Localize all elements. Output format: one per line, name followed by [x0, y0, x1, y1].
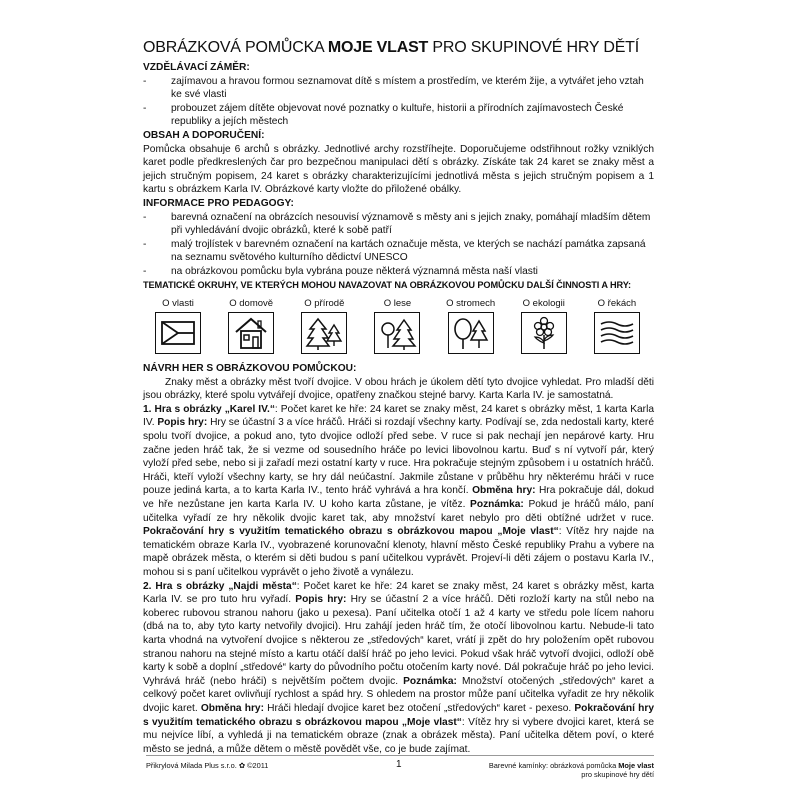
themes-heading: TEMATICKÉ OKRUHY, VE KTERÝCH MOHOU NAVAZOVAT NA OBRÁZKOVOU POMŮCKU DALŠÍ ČINNOSTI A HRY:: [143, 279, 631, 290]
flag-icon: [155, 312, 201, 354]
footer-series-bold: Moje vlast: [618, 761, 654, 770]
game1-text: Hry se účastní 3 a více hráčů. Hráči si rozdají všechny karty. Podívají se, zda nedostali karty, které spolu tvoří dvojice, a pokud ano, tyto dvojice odloží před sebe. V ruce si pak nechají jen nepárové karty. Hru začne jeden hráč tak, že si vezme od sousedního hráče po levici libovolnou kartu. Buď s ní vytvoří pár, který vyloží před sebe, nebo si ji zařadí mezi ostatní karty v ruce. Hra pokračuje stejným způsobem i u ostatních hráčů. Hráči, kteří vyloží všechny karty, se hry dál neúčastní. Jakmile zůstane v průběhu hry některému hráči v ruce pouze jediná karta, a to karta Karla IV., tento hráč vyhrává a hra končí.: [143, 417, 654, 497]
theme-vlast: [147, 298, 209, 354]
house-icon: [228, 312, 274, 354]
info-heading: INFORMACE PRO PEDAGOGY:: [143, 197, 294, 209]
game1-text: Pokud je hráčů málo, paní učitelka vyřadí ze hry několik dvojic karet tak, aby množství karet nebylo pro děti obtížné udržet v ruce.: [143, 499, 655, 524]
aims-item-text: zajímavou a hravou formou seznamovat dítě s místem a prostředím, ve kterém žije, a vytvářet jeho vztah ke své vlasti: [171, 75, 644, 101]
footer-series: [489, 761, 654, 779]
game2-text: : Vítěz hry si vybere dvojici karet, která se mu nejvíce líbí, a vyhledá ji na tematickém obraze (znak a obrázek města). Paní učitelka dětem poví, o které město se jedná, a může dětem o městě povědět vše, co je bude zajímat.: [143, 716, 654, 755]
theme-priroda: [293, 298, 355, 354]
forest-icon: [374, 312, 420, 354]
footer-publisher: [146, 761, 268, 770]
title-bold: MOJE VLAST: [327, 39, 429, 56]
game2-paragraph: [143, 580, 654, 757]
nature-trees-icon: [301, 312, 347, 354]
game2-text: Hráči hledají dvojice karet bez otočení „středových“ karet - pexeso.: [263, 702, 575, 714]
game1-text: : Počet karet ke hře: 24 karet se znaky měst, 24 karet s obrázky měst, 1 karta Karla IV.: [143, 403, 655, 429]
theme-rekach: [586, 298, 648, 354]
game2-text: Hry se účastní 2 a více hráčů. Děti rozloží karty na stůl nebo na koberec rubovou stranou nahoru (jako u pexesa). Paní učitelka otočí 1 až 4 karty ve středu pole lícem nahoru (dbá na to, aby tyto karty netvořily dvojici). Hru zahájí jeden hráč tím, že otočí libovolnou kartu. Nebude-li tato karta vhodná na vytvoření dvojice s některou ze „středových“ karet, vrátí ji zpět do hry položením opět rubovou stranou nahoru na stejné místo a kartu otáčí další hráč po jeho levici. Pokud však hráč vytvoří dvojici, odloží obě karty k sobě a doplní „středové“ karty do původního počtu otočením karty nové. Dál pokračuje hráč po jeho levici. Vyhrává hráč (nebo hráči) s největším počtem dvojic.: [143, 594, 654, 687]
game1-note-label: Poznámka:: [470, 499, 524, 511]
game2-text: : Počet karet ke hře: 24 karet se znaky měst, 24 karet s obrázky měst, karta Karla IV. se pro tuto hru vyřadí.: [143, 580, 654, 606]
footer-year: ©2011: [245, 761, 269, 770]
theme-label: O ekologii: [522, 298, 565, 310]
content-heading: OBSAH A DOPORUČENÍ:: [143, 129, 265, 141]
game1-paragraph: [143, 403, 654, 580]
game2-variant-label: Obměna hry:: [200, 702, 264, 714]
game2-text: Množství otočených „středových“ karet a celkový počet karet ovlivňují rychlost a spád hry. S ohledem na prostor může paní učitelka vyřadit ze hry několik dvojic karet.: [143, 675, 654, 714]
info-item-text: barevná označení na obrázcích nesouvisí významově s městy ani s jejich znaky, pomáhají mladším dětem při vyhledávání dvojic obrázků, které k sobě patří: [171, 211, 651, 237]
game1-continuation-label: Pokračování hry s využitím tematického obrazu s obrázkovou mapou „Moje vlast“: [143, 526, 559, 538]
theme-stromech: [440, 298, 502, 354]
info-item-text: malý trojlístek v barevném označení na kartách označuje města, ve kterých se nachází památka zapsaná na seznamu světového kulturního dědictví UNESCO: [171, 238, 646, 264]
game2-rules-label: Popis hry:: [295, 594, 347, 606]
theme-label: O stromech: [446, 298, 496, 310]
trees-icon: [448, 312, 494, 354]
aims-item-text: probouzet zájem dítěte objevovat nové poznatky o kultuře, historii a přírodních zajímavostech České republiky a jejích městech: [171, 102, 624, 128]
game2-note-label: Poznámka:: [403, 675, 457, 687]
document-page: [143, 38, 654, 756]
theme-label: O vlasti: [162, 298, 194, 310]
info-item: - barevná označení na obrázcích nesouvisí významově s městy ani s jejich znaky, pomáhají mladším dětem při vyhledávání dvojic obrázků, které k sobě patří: [143, 211, 654, 238]
page-number: 1: [396, 759, 402, 770]
theme-domov: [220, 298, 282, 354]
flower-icon: [521, 312, 567, 354]
theme-label: O domově: [229, 298, 274, 310]
footer-series-text: Barevné kamínky: obrázková pomůcka: [488, 761, 619, 770]
info-item-text: na obrázkovou pomůcku byla vybrána pouze některá významná města naší vlasti: [171, 265, 538, 277]
game1-rules-label: Popis hry:: [157, 417, 208, 429]
game2-title: 2. Hra s obrázky „Najdi města“: [143, 580, 297, 592]
river-icon: [594, 312, 640, 354]
games-heading: NÁVRH HER S OBRÁZKOVOU POMŮCKOU:: [143, 363, 357, 375]
footer-series-line2: pro skupinové hry dětí: [581, 770, 654, 779]
theme-les: [366, 298, 428, 354]
game1-text: Hra pokračuje dál, dokud ve hře nezůstane jen karta Karla IV. U koho karta zůstane, je vítěz.: [143, 485, 654, 511]
games-intro: Znaky měst a obrázky měst tvoří dvojice. V obou hrách je úkolem dětí tyto dvojice vyhledat. Pro mladší děti jsou obrázky, které spolu vytvářejí dvojice, opatřeny značkou stejné barvy. Karta Karla IV. je samostatná.: [143, 376, 654, 402]
content-paragraph: Pomůcka obsahuje 6 archů s obrázky. Jednotlivé archy rozstříhejte. Doporučujeme odstřihnout rožky vzniklých karet podle předkreslených čar pro bezpečnou manipulaci dětí s obrázky. Získáte tak 24 karet se znaky měst a jejich stručným popisem, 24 karet s obrázky charakterizujícími jednotlivá města s jejich stručným popisem a 1 kartu s obrázkem Karla IV. Obrázkové karty vložte do přiložené obálky.: [143, 143, 654, 196]
info-item: - na obrázkovou pomůcku byla vybrána pouze některá významná města naší vlasti: [143, 265, 654, 279]
aims-item: - zajímavou a hravou formou seznamovat dítě s místem a prostředím, ve kterém žije, a vytvářet jeho vztah ke své vlasti: [143, 75, 654, 102]
info-item: - malý trojlístek v barevném označení na kartách označuje města, ve kterých se nachází památka zapsaná na seznamu světového kulturního dědictví UNESCO: [143, 238, 654, 265]
theme-label: O řekách: [597, 298, 637, 310]
footer-publisher-text: Přikrylová Milada Plus s.r.o.: [146, 761, 239, 770]
title-pre: OBRÁZKOVÁ POMŮCKA: [143, 39, 328, 56]
aims-heading: VZDĚLÁVACÍ ZÁMĚR:: [143, 62, 250, 73]
theme-label: O přírodě: [304, 298, 345, 310]
game1-text: : Vítěz hry najde na tematickém obraze Karla IV., vyobrazené korunovační klenoty, hlavní město České republiky Prahu a vybere na mapě obrázek města, o kterém si děti budou s paní učitelkou vyprávět. Projeví-li děti zájem o postavu Karla IV., mohou si s paní učitelkou vyprávět o jeho životě a vynálezu.: [143, 526, 654, 578]
game1-title: 1. Hra s obrázky „Karel IV.“: [143, 403, 275, 415]
aims-item: - probouzet zájem dítěte objevovat nové poznatky o kultuře, historii a přírodních zajímavostech České republiky a jejích městech: [143, 102, 654, 129]
title-post: PRO SKUPINOVÉ HRY DĚTÍ: [428, 39, 640, 56]
game1-variant-label: Obměna hry:: [472, 485, 536, 497]
footer-divider: [146, 755, 654, 756]
game2-continuation-label: Pokračování hry s využitím tematického obrazu s obrázkovou mapou „Moje vlast“: [143, 702, 654, 728]
themes-row: [147, 298, 648, 354]
publisher-logo-icon: ✿: [238, 761, 246, 770]
theme-ekologii: [513, 298, 575, 354]
theme-label: O lese: [383, 298, 412, 310]
page-title: [143, 38, 654, 58]
